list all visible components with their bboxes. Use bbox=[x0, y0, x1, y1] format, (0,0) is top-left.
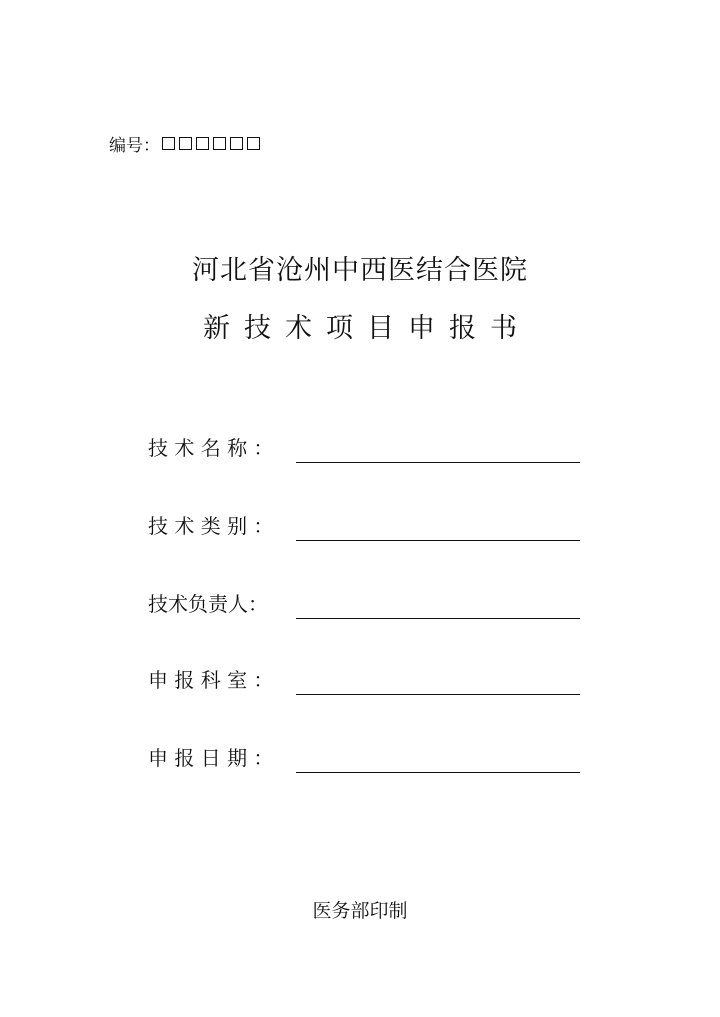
serial-number bbox=[109, 131, 260, 156]
serial-boxes[interactable] bbox=[162, 137, 260, 150]
document-title: 新技术项目申报书 bbox=[203, 313, 531, 344]
serial-box[interactable] bbox=[162, 137, 175, 150]
field-label: 申 报 科 室 ： bbox=[148, 668, 274, 692]
technology-name-line[interactable] bbox=[296, 462, 580, 463]
footer-printed-by: 医务部印制 bbox=[312, 900, 408, 922]
field-label: 申 报 日 期 ： bbox=[148, 746, 274, 770]
application-date-line[interactable] bbox=[296, 772, 580, 773]
technology-category-line[interactable] bbox=[296, 540, 580, 541]
serial-box[interactable] bbox=[196, 137, 209, 150]
field-technology-category bbox=[148, 510, 580, 550]
field-label: 技 术 名 称 ： bbox=[148, 436, 274, 460]
field-application-date bbox=[148, 742, 580, 782]
serial-box[interactable] bbox=[179, 137, 192, 150]
field-label: 技 术 类 别 ： bbox=[148, 514, 274, 538]
serial-label: 编号： bbox=[109, 136, 160, 156]
field-technology-lead bbox=[148, 588, 580, 628]
serial-box[interactable] bbox=[230, 137, 243, 150]
department-line[interactable] bbox=[296, 694, 580, 695]
technology-lead-line[interactable] bbox=[296, 618, 580, 619]
field-label: 技术负责人： bbox=[148, 592, 268, 616]
field-department bbox=[148, 664, 580, 704]
serial-box[interactable] bbox=[247, 137, 260, 150]
field-technology-name bbox=[148, 432, 580, 472]
serial-box[interactable] bbox=[213, 137, 226, 150]
hospital-title: 河北省沧州中西医结合医院 bbox=[192, 255, 528, 286]
